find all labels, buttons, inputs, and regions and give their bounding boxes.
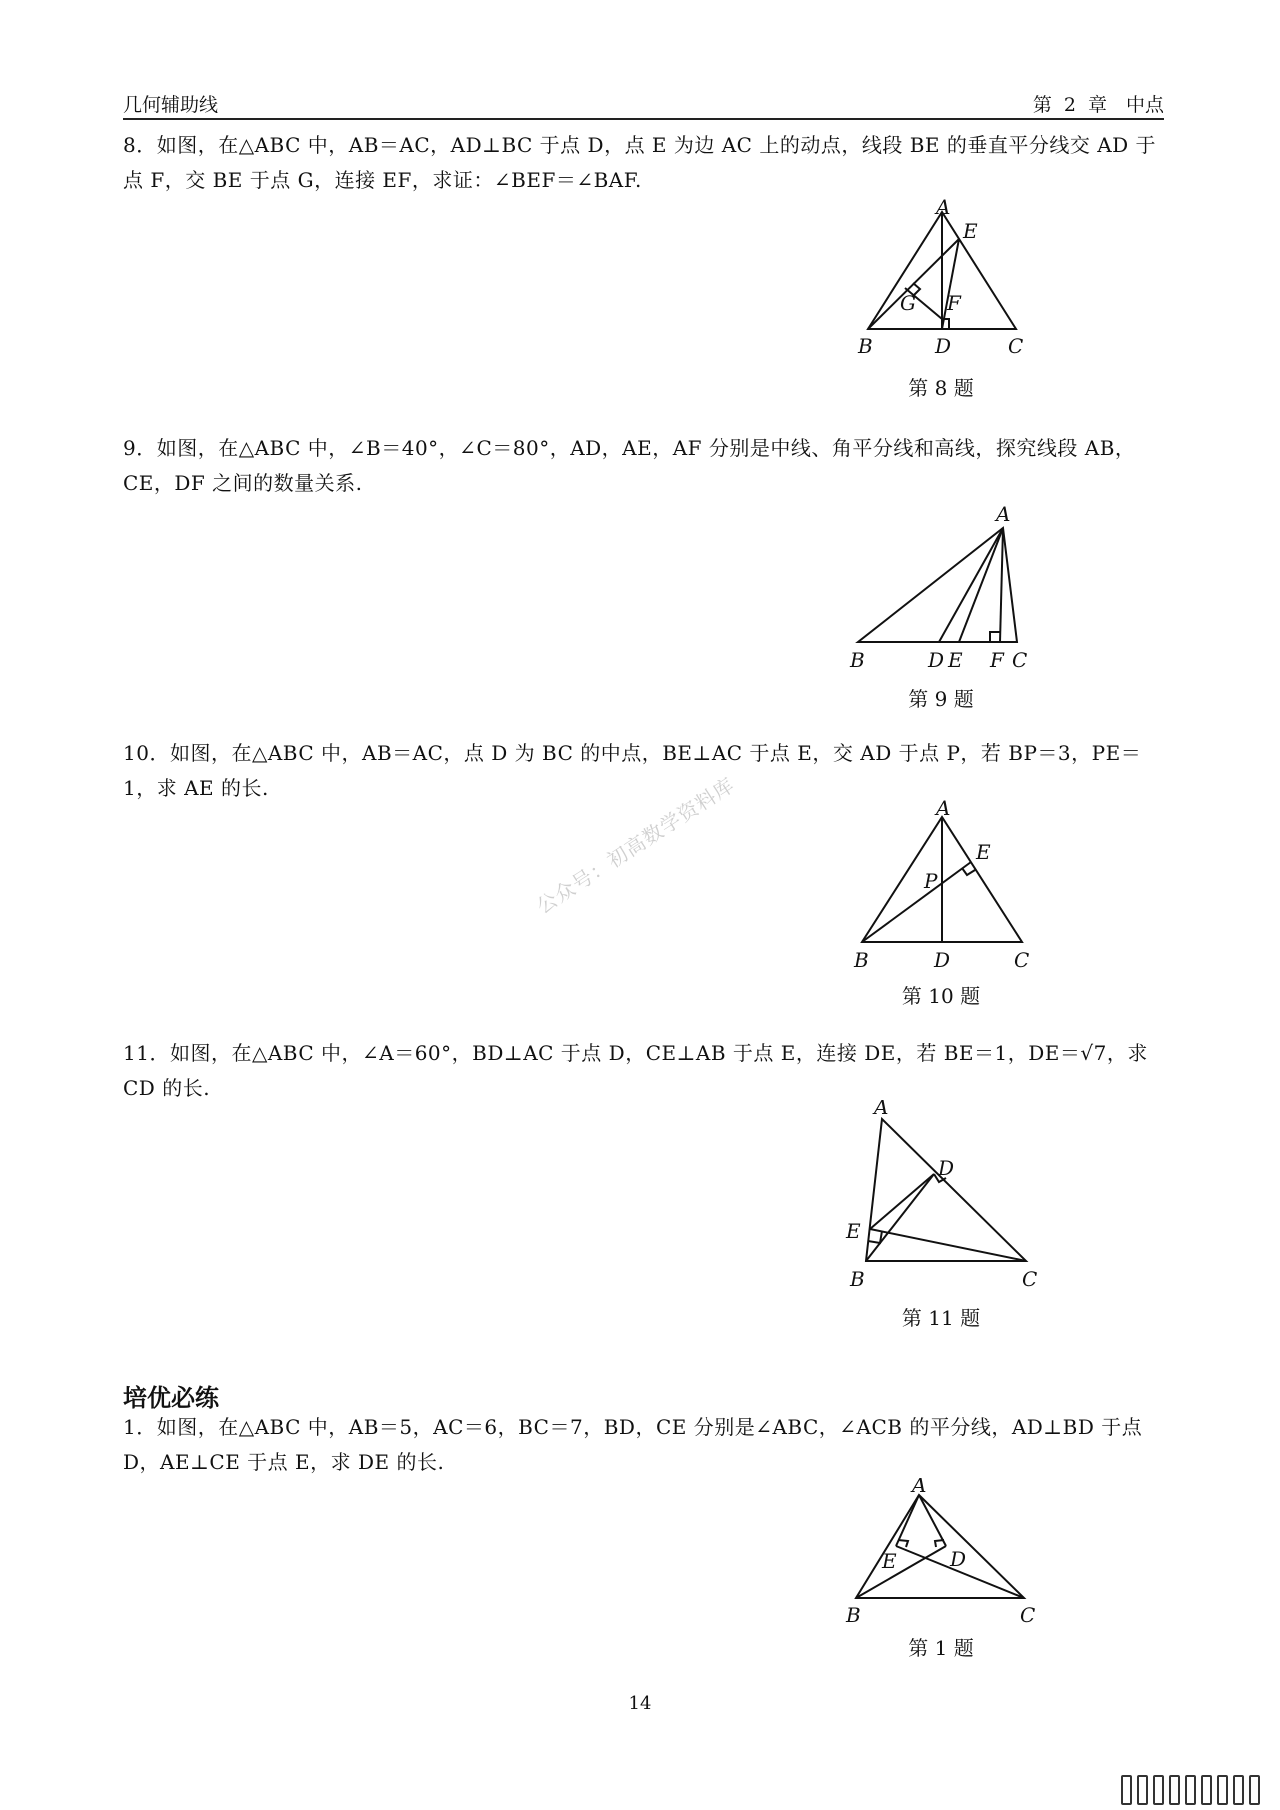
section-title: 培优必练	[123, 1384, 219, 1412]
fig10-label-c: C	[1014, 948, 1030, 972]
fig1-label-e: E	[882, 1549, 897, 1573]
fig9-label-e: E	[948, 648, 963, 672]
header-book-title: 几何辅助线	[123, 94, 219, 116]
barcode-decoration	[1116, 1775, 1260, 1805]
fig10-label-d: D	[934, 948, 951, 972]
fig8-label-e: E	[963, 219, 978, 243]
fig9-label-f: F	[990, 648, 1004, 672]
fig8-label-d: D	[935, 334, 952, 358]
fig9-label-a: A	[996, 502, 1011, 526]
fig11-label-d: D	[938, 1156, 955, 1180]
fig10-label-e: E	[976, 840, 991, 864]
fig1-label-b: B	[846, 1603, 861, 1627]
fig8-label-f: F	[947, 291, 961, 315]
figure-11-caption: 第 11 题	[901, 1306, 981, 1330]
problem-10-text: 10．如图，在△ABC 中，AB＝AC，点 D 为 BC 的中点，BE⊥AC 于点 E，交 AD 于点 P，若 BP＝3，PE＝1，求 AE 的长.	[123, 741, 1142, 800]
problem-9-text: 9．如图，在△ABC 中，∠B＝40°，∠C＝80°，AD，AE，AF 分别是中线、角平分线和高线，探究线段 AB，CE，DF 之间的数量关系.	[123, 436, 1136, 495]
figure-10	[840, 800, 1040, 975]
figure-11	[840, 1100, 1040, 1290]
fig9-label-c: C	[1012, 648, 1028, 672]
header-chapter: 第 2 章 中点	[1032, 94, 1164, 116]
fig10-label-p: P	[924, 869, 938, 893]
fig8-label-g: G	[900, 291, 916, 315]
fig10-label-b: B	[854, 948, 869, 972]
fig11-label-b: B	[850, 1267, 865, 1290]
fig8-label-a: A	[936, 195, 951, 219]
figure-9	[840, 500, 1040, 675]
figure-8	[840, 195, 1040, 365]
watermark: 公众号：初高数学资料库	[532, 772, 739, 919]
figure-10-caption: 第 10 题	[901, 984, 981, 1008]
problem-8-text: 8．如图，在△ABC 中，AB＝AC，AD⊥BC 于点 D，点 E 为边 AC 上的动点，线段 BE 的垂直平分线交 AD 于点 F，交 BE 于点 G，连接 EF，求证：∠BEF＝∠BAF.	[123, 133, 1157, 192]
figure-8-caption: 第 8 题	[908, 376, 974, 400]
figure-1-caption: 第 1 题	[908, 1636, 974, 1660]
fig1-label-c: C	[1020, 1603, 1036, 1627]
fig11-label-a: A	[874, 1100, 889, 1119]
fig10-label-a: A	[936, 800, 951, 820]
fig11-label-e: E	[846, 1219, 861, 1243]
fig1-label-d: D	[950, 1547, 967, 1571]
fig9-label-b: B	[850, 648, 865, 672]
page-number: 14	[628, 1693, 652, 1714]
header-divider	[123, 118, 1164, 120]
fig1-label-a: A	[912, 1478, 927, 1497]
fig9-label-d: D	[928, 648, 945, 672]
fig11-label-c: C	[1022, 1267, 1038, 1290]
figure-1	[840, 1478, 1040, 1628]
figure-9-caption: 第 9 题	[908, 687, 974, 711]
fig8-label-b: B	[858, 334, 873, 358]
section-problem-1-text: 1．如图，在△ABC 中，AB＝5，AC＝6，BC＝7，BD，CE 分别是∠ABC，∠ACB 的平分线，AD⊥BD 于点 D，AE⊥CE 于点 E，求 DE 的长.	[123, 1415, 1143, 1474]
problem-11-text: 11．如图，在△ABC 中，∠A＝60°，BD⊥AC 于点 D，CE⊥AB 于点 E，连接 DE，若 BE＝1，DE＝√7，求 CD 的长.	[123, 1041, 1148, 1100]
fig8-label-c: C	[1008, 334, 1024, 358]
